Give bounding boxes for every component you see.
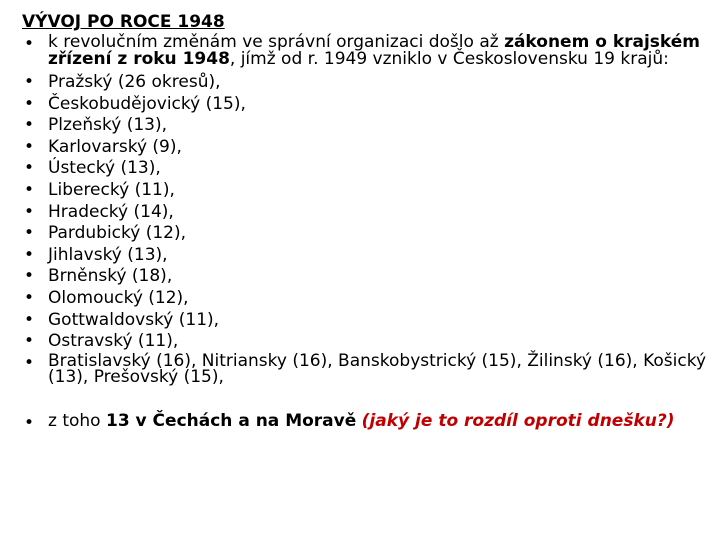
region-item bbox=[18, 94, 708, 116]
bullet-marker: • bbox=[24, 352, 35, 373]
bullet-marker: • bbox=[24, 266, 35, 287]
summary-question: (jaký je to rozdíl oproti dnešku?) bbox=[361, 410, 675, 431]
region-item bbox=[18, 350, 708, 388]
bullet-marker: • bbox=[24, 72, 35, 92]
spacer bbox=[18, 391, 708, 413]
region-label: Ústecký (13), bbox=[48, 158, 161, 179]
bullet-marker: • bbox=[24, 158, 35, 179]
region-item bbox=[18, 137, 708, 159]
bullet-marker: • bbox=[24, 115, 35, 136]
intro-text-start: k revolučním změnám ve správní organizaci došlo až bbox=[48, 32, 505, 52]
region-item bbox=[18, 180, 708, 202]
bullet-marker: • bbox=[24, 412, 35, 433]
region-label: Pražský (26 okresů), bbox=[48, 72, 221, 92]
bullet-marker: • bbox=[24, 179, 35, 200]
region-label: Plzeňský (13), bbox=[48, 115, 167, 136]
slide-content bbox=[18, 12, 708, 434]
intro-text-end: , jímž od r. 1949 vzniklo v Československu 19 krajů: bbox=[229, 48, 669, 69]
intro-item bbox=[18, 34, 708, 67]
intro-law-name: zákonem o krajském zřízení z roku 1948 bbox=[48, 32, 701, 69]
region-label: Českobudějovický (15), bbox=[48, 93, 246, 114]
region-label: Liberecký (11), bbox=[48, 179, 175, 200]
region-label: Brněnský (18), bbox=[48, 266, 173, 287]
region-item bbox=[18, 288, 708, 310]
bullet-marker: • bbox=[24, 309, 35, 330]
summary-text-start: z toho bbox=[48, 410, 106, 431]
bullet-marker: • bbox=[24, 34, 35, 54]
region-item bbox=[18, 331, 708, 353]
region-item bbox=[18, 158, 708, 180]
region-item bbox=[18, 202, 708, 224]
region-label: Ostravský (11), bbox=[48, 331, 179, 352]
region-item bbox=[18, 223, 708, 245]
bullet-marker: • bbox=[24, 287, 35, 308]
slide-title: VÝVOJ PO ROCE 1948 bbox=[22, 12, 225, 32]
summary-list bbox=[18, 410, 708, 433]
region-label: Olomoucký (12), bbox=[48, 287, 189, 308]
region-item bbox=[18, 310, 708, 332]
region-list bbox=[18, 72, 708, 386]
bullet-list bbox=[18, 34, 708, 67]
summary-highlight: 13 v Čechách a na Moravě bbox=[105, 410, 357, 431]
region-label: Gottwaldovský (11), bbox=[48, 309, 220, 330]
region-label: Bratislavský (16), Nitriansky (16), Banskobystrický (15), Žilinský (16), Košický (13), Prešovský (15), bbox=[48, 350, 707, 388]
region-label: Hradecký (14), bbox=[48, 201, 174, 222]
region-item bbox=[18, 245, 708, 267]
bullet-marker: • bbox=[24, 331, 35, 352]
bullet-marker: • bbox=[24, 93, 35, 114]
region-label: Karlovarský (9), bbox=[48, 136, 182, 157]
region-item bbox=[18, 72, 708, 94]
region-label: Pardubický (12), bbox=[48, 223, 187, 244]
bullet-marker: • bbox=[24, 136, 35, 157]
summary-item bbox=[18, 410, 708, 433]
region-item bbox=[18, 115, 708, 137]
region-item bbox=[18, 266, 708, 288]
bullet-marker: • bbox=[24, 244, 35, 265]
bullet-marker: • bbox=[24, 201, 35, 222]
region-label: Jihlavský (13), bbox=[48, 244, 168, 265]
bullet-marker: • bbox=[24, 223, 35, 244]
